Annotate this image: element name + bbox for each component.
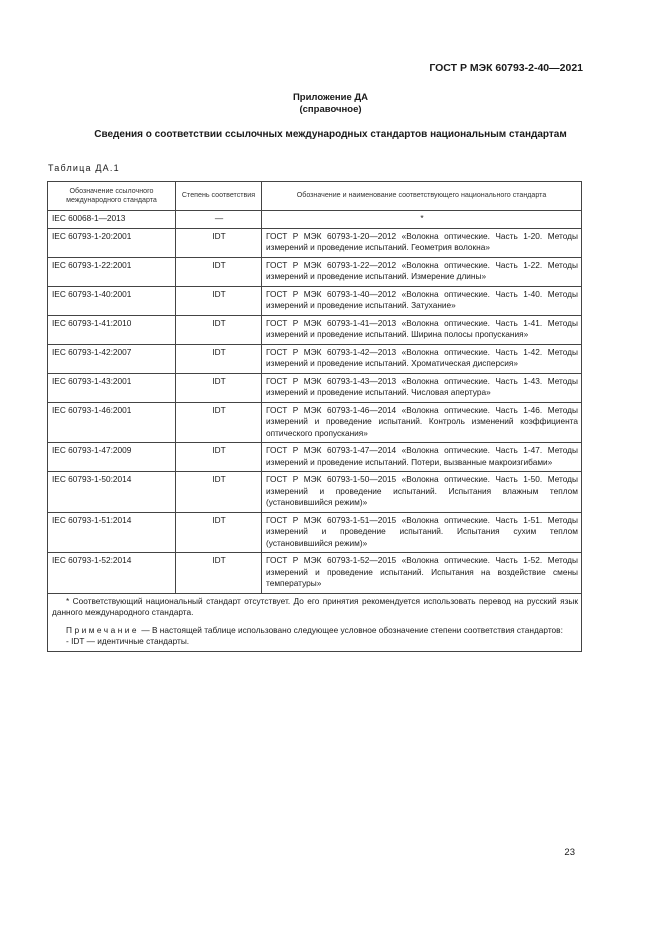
cell-national: ГОСТ Р МЭК 60793-1-50—2015 «Волокна оптические. Часть 1-50. Методы измерений и проведение испытаний. Испытания влажным теплом (установившийся режим)»	[262, 472, 582, 513]
table-row	[48, 286, 582, 315]
annex-subtitle: (справочное)	[299, 104, 362, 115]
header-international-standard: Обозначение ссылочного международного стандарта	[48, 182, 176, 211]
cell-degree: —	[176, 211, 262, 229]
cell-standard: IEC 60068-1—2013	[48, 211, 176, 229]
cell-standard: IEC 60793-1-22:2001	[48, 257, 176, 286]
table-row	[48, 211, 582, 229]
cell-standard: IEC 60793-1-40:2001	[48, 286, 176, 315]
cell-degree: IDT	[176, 472, 262, 513]
note-label: Примечание	[66, 624, 140, 635]
table-row	[48, 472, 582, 513]
standards-table	[47, 181, 582, 652]
header-national-standard: Обозначение и наименование соответствующего национального стандарта	[262, 182, 582, 211]
cell-national: ГОСТ Р МЭК 60793-1-41—2013 «Волокна оптические. Часть 1-41. Методы измерений и проведение испытаний. Ширина полосы пропускания»	[262, 315, 582, 344]
cell-national: *	[262, 211, 582, 229]
cell-degree: IDT	[176, 553, 262, 594]
cell-standard: IEC 60793-1-41:2010	[48, 315, 176, 344]
cell-standard: IEC 60793-1-43:2001	[48, 373, 176, 402]
cell-national: ГОСТ Р МЭК 60793-1-51—2015 «Волокна оптические. Часть 1-51. Методы измерений и проведение испытаний. Испытания сухим теплом (установившийся режим)»	[262, 512, 582, 553]
cell-degree: IDT	[176, 512, 262, 553]
table-row	[48, 373, 582, 402]
table-row	[48, 344, 582, 373]
note-text: — В настоящей таблице использовано следующее условное обозначение степени соответствия стандартов:	[141, 624, 563, 635]
cell-standard: IEC 60793-1-20:2001	[48, 228, 176, 257]
cell-degree: IDT	[176, 344, 262, 373]
cell-degree: IDT	[176, 315, 262, 344]
cell-standard: IEC 60793-1-42:2007	[48, 344, 176, 373]
cell-degree: IDT	[176, 228, 262, 257]
annex-heading	[0, 92, 661, 116]
header-degree: Степень соответствия	[176, 182, 262, 211]
cell-national: ГОСТ Р МЭК 60793-1-46—2014 «Волокна оптические. Часть 1-46. Методы измерений и проведение испытаний. Контроль изменений коэффициента оптического пропускания»	[262, 402, 582, 443]
cell-degree: IDT	[176, 373, 262, 402]
table-row	[48, 443, 582, 472]
table-row	[48, 228, 582, 257]
cell-national: ГОСТ Р МЭК 60793-1-43—2013 «Волокна оптические. Часть 1-43. Методы измерений и проведение испытаний. Числовая апертура»	[262, 373, 582, 402]
section-title: Сведения о соответствии ссылочных международных стандартов национальным стандартам	[94, 129, 567, 140]
table-row	[48, 553, 582, 594]
note-item: - IDT — идентичные стандарты.	[66, 636, 190, 646]
table-row	[48, 315, 582, 344]
cell-national: ГОСТ Р МЭК 60793-1-47—2014 «Волокна оптические. Часть 1-47. Методы измерений и проведение испытаний. Потери, вызванные макроизгибами»	[262, 443, 582, 472]
note	[52, 625, 578, 637]
table-row	[48, 402, 582, 443]
cell-standard: IEC 60793-1-50:2014	[48, 472, 176, 513]
cell-national: ГОСТ Р МЭК 60793-1-52—2015 «Волокна оптические. Часть 1-52. Методы измерений и проведение испытаний. Испытания на воздействие смены температуры»	[262, 553, 582, 594]
footnote: * Соответствующий национальный стандарт отсутствует. До его принятия рекомендуется использовать перевод на русский язык данного международного стандарта.	[52, 595, 578, 617]
table-row	[48, 512, 582, 553]
cell-national: ГОСТ Р МЭК 60793-1-42—2013 «Волокна оптические. Часть 1-42. Методы измерений и проведение испытаний. Хроматическая дисперсия»	[262, 344, 582, 373]
cell-national: ГОСТ Р МЭК 60793-1-40—2012 «Волокна оптические. Часть 1-40. Методы измерений и проведение испытаний. Затухание»	[262, 286, 582, 315]
cell-standard: IEC 60793-1-51:2014	[48, 512, 176, 553]
cell-national: ГОСТ Р МЭК 60793-1-22—2012 «Волокна оптические. Часть 1-22. Методы измерений и проведение испытаний. Измерение длины»	[262, 257, 582, 286]
cell-standard: IEC 60793-1-47:2009	[48, 443, 176, 472]
cell-standard: IEC 60793-1-52:2014	[48, 553, 176, 594]
cell-degree: IDT	[176, 443, 262, 472]
document-code: ГОСТ Р МЭК 60793-2-40—2021	[429, 62, 583, 74]
table-notes	[48, 593, 582, 651]
annex-title: Приложение ДА	[292, 92, 369, 103]
table-header-row	[48, 182, 582, 211]
cell-degree: IDT	[176, 257, 262, 286]
page-number: 23	[564, 847, 575, 858]
table-row	[48, 257, 582, 286]
table-caption: Таблица ДА.1	[48, 163, 120, 173]
cell-degree: IDT	[176, 402, 262, 443]
cell-national: ГОСТ Р МЭК 60793-1-20—2012 «Волокна оптические. Часть 1-20. Методы измерений и проведение испытаний. Геометрия волокна»	[262, 228, 582, 257]
table-footer-row	[48, 593, 582, 651]
cell-standard: IEC 60793-1-46:2001	[48, 402, 176, 443]
cell-degree: IDT	[176, 286, 262, 315]
